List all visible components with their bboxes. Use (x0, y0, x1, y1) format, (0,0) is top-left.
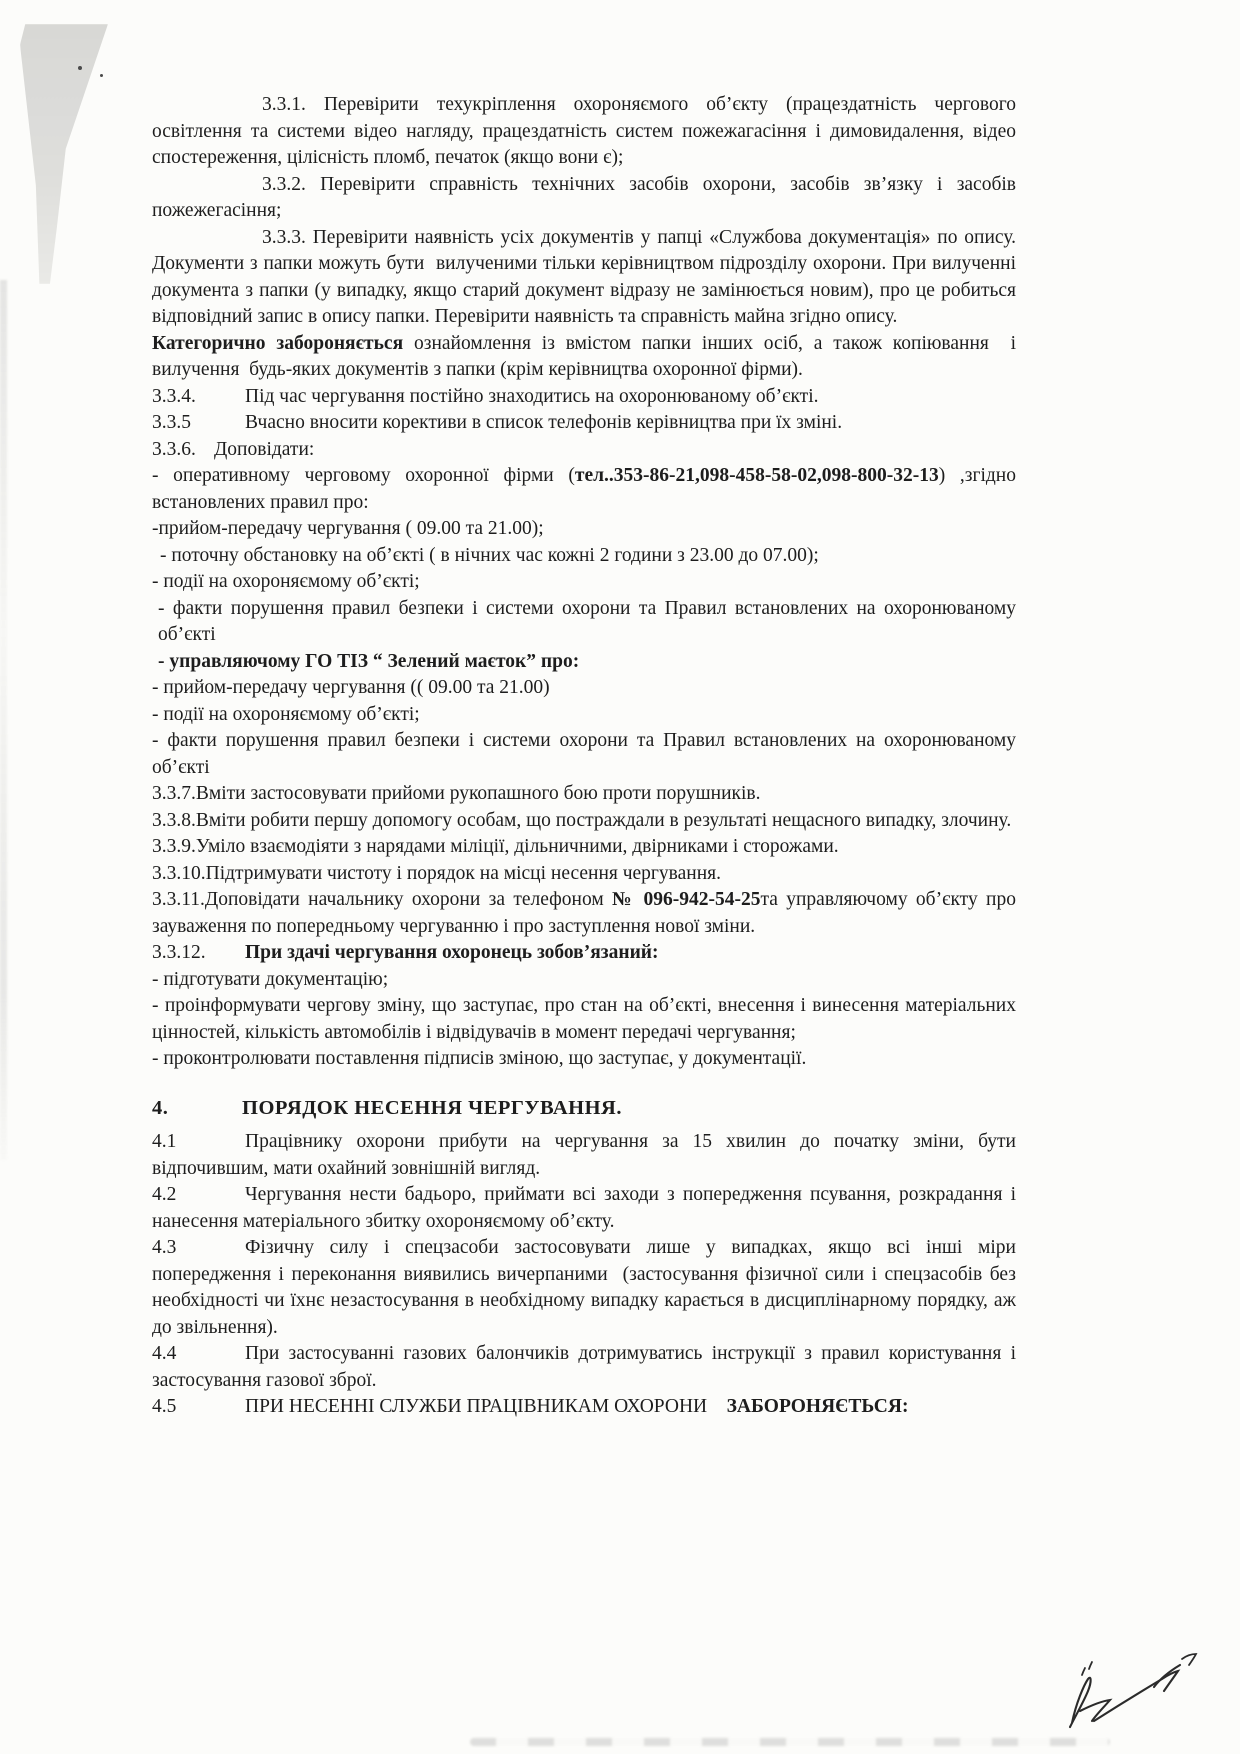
text-segment: 3.3.10.Підтримувати чистоту і порядок на місці несення чергування. (152, 862, 722, 884)
text-segment: - прийом-передачу чергування (( 09.00 та 21.00) (152, 677, 550, 698)
text-segment: При здачі чергування охоронець зобов’язаний: (245, 942, 659, 963)
para-violations-2 (152, 728, 1016, 781)
para-4-2 (152, 1182, 1016, 1235)
text-segment: При застосуванні газових балончиків дотримуватись інструкції з правил користування і застосування газової зброї. (152, 1343, 1016, 1391)
paragraph-number: 4.5 (152, 1396, 177, 1417)
text-segment: тел..353-86-21,098-458-58-02,098-800-32-13 (574, 465, 939, 486)
text-segment: Фізичну силу і спецзасоби застосовувати лише у випадках, якщо всі інші міри попередження і переконання виявились вичерпаними (застосування фізичної сили і спецзасобів без необхідності чи їхнє незастосування в необхідному випадку карається в дисциплінарному порядку, аж до звільнення). (152, 1237, 1016, 1338)
text-segment: -прийом-передачу чергування ( 09.00 та 21.00); (152, 518, 544, 539)
text-segment: - події на охороняємому об’єкті; (152, 571, 420, 592)
para-handover-times-2 (152, 675, 1016, 702)
text-segment: 3.3.3. Перевірити наявність усіх документів у папці «Службова документація» по опису. Документи з папки можуть бути вилученими тільки керівництвом підрозділу охорони. При вилученні документа з папки (у випадку, якщо старий документ відразу не замінюється новим), про це робиться відповідний запис в опису папки. Перевірити наявність та справність майна згідно опису. (152, 226, 1016, 327)
text-segment: Вчасно вносити корективи в список телефонів керівництва при їх зміні. (245, 412, 843, 433)
text-segment: Працівнику охорони прибути на чергування за 15 хвилин до початку зміни, бути відпочившим, мати охайний зовнішній вигляд. (152, 1131, 1016, 1179)
text-segment: - управляючому ГО ТІЗ “ Зелений маєток” про: (158, 650, 580, 672)
document-body (152, 92, 1016, 1421)
text-segment: Чергування нести бадьоро, приймати всі заходи з попередження псування, розкрадання і нанесення матеріального збитку охороняємому об’єкту. (152, 1184, 1016, 1232)
para-3-3-6 (152, 437, 1016, 464)
paragraph-number: 4.4 (152, 1343, 177, 1364)
para-3-3-5 (152, 410, 1016, 437)
paragraph-number: 4.1 (152, 1131, 177, 1152)
text-segment: - проінформувати чергову зміну, що заступає, про стан на об’єкті, внесення і винесення матеріальних цінностей, кількість автомобілів і відвідувачів в момент передачі чергування; (152, 995, 1016, 1043)
scan-artifact-bottom-smear (470, 1738, 1110, 1746)
para-prepare-docs (152, 967, 1016, 994)
text-segment: 3.3.9.Уміло взаємодіяти з нарядами міліції, дільничними, двірниками і сторожами. (152, 836, 839, 857)
section-4-heading (152, 1095, 1016, 1122)
para-3-3-1 (152, 92, 1016, 172)
text-segment: - події на охороняємому об’єкті; (152, 703, 420, 725)
para-inform-shift (152, 993, 1016, 1046)
para-3-3-9 (152, 834, 1016, 861)
text-segment: № 096-942-54-25 (612, 889, 761, 910)
scan-speck (78, 66, 82, 70)
text-segment: 3.3.7.Вміти застосовувати прийоми рукопашного бою проти порушників. (152, 783, 761, 804)
handwritten-signature (1058, 1645, 1208, 1740)
para-3-3-3 (152, 225, 1016, 331)
paragraph-number: 3.3.12. (152, 942, 206, 963)
paragraph-number: 4. (152, 1096, 169, 1119)
text-segment: - проконтролювати поставлення підписів зміною, що заступає, у документації. (152, 1048, 807, 1069)
text-segment: ) ,згідно встановлених правил про: (152, 465, 1016, 513)
scan-speck (100, 74, 103, 77)
para-3-3-8 (152, 808, 1016, 835)
text-segment: - факти порушення правил безпеки і системи охорони та Правил встановлених на охоронюваному об’єкті (152, 730, 1016, 778)
text-segment: ознайомлення із вмістом папки інших осіб, а також копіювання і вилучення будь-яких документів з папки (крім керівництва охоронної фірми). (152, 332, 1016, 380)
para-events-2 (152, 702, 1016, 729)
text-segment: - підготувати документацію; (152, 968, 389, 990)
text-segment: ПРИ НЕСЕННІ СЛУЖБИ ПРАЦІВНИКАМ ОХОРОНИ (245, 1396, 708, 1417)
para-3-3-7 (152, 781, 1016, 808)
scan-artifact-corner-smudge (20, 24, 108, 284)
text-segment: 3.3.11.Доповідати начальнику охорони за телефоном (152, 889, 613, 910)
scan-artifact-left-edge (0, 280, 7, 1160)
para-3-3-12 (152, 940, 1016, 967)
para-duty-officer (152, 463, 1016, 516)
para-current-situation (152, 543, 1016, 570)
text-segment: - факти порушення правил безпеки і системи охорони та Правил встановлених на охоронюваному об’єкті (158, 597, 1016, 645)
paragraph-number: 3.3.4. (152, 385, 196, 407)
text-segment: Категорично забороняється (152, 332, 404, 354)
para-4-3 (152, 1235, 1016, 1341)
text-segment: 3.3.8.Вміти робити першу допомогу особам, що постраждали в результаті нещасного випадку, злочину. (152, 809, 1012, 831)
text-segment: - поточну обстановку на об’єкті ( в нічних час кожні 2 години з 23.00 до 07.00); (160, 544, 819, 566)
para-3-3-11 (152, 887, 1016, 940)
para-control-signatures (152, 1046, 1016, 1073)
paragraph-number: 3.3.5 (152, 412, 191, 433)
text-segment: 3.3.2. Перевірити справність технічних засобів охорони, засобів зв’язку і засобів пожежегасіння; (152, 173, 1016, 221)
para-prohibition (152, 331, 1016, 384)
text-segment: та управляючому об’єкту про зауваження по попередньому чергуванню і про заступлення нової зміни. (152, 889, 1016, 937)
text-segment: Доповідати: (214, 438, 315, 460)
para-handover-times-1 (152, 516, 1016, 543)
para-violations-1 (152, 596, 1016, 649)
text-segment: - оперативному черговому охоронної фірми ( (152, 465, 575, 486)
para-3-3-2 (152, 172, 1016, 225)
paragraph-number: 4.2 (152, 1184, 177, 1205)
text-segment: 3.3.1. Перевірити техукріплення охороняємого об’єкту (працездатність чергового освітлення та системи відео нагляду, працездатність систем пожежагасіння і димовидалення, відео спостереження, цілісність пломб, печаток (якщо вони є); (152, 94, 1016, 168)
para-manager (152, 649, 1016, 676)
para-4-1 (152, 1129, 1016, 1182)
para-4-4 (152, 1341, 1016, 1394)
para-3-3-4 (152, 384, 1016, 411)
paragraph-number: 4.3 (152, 1237, 177, 1258)
text-segment: ЗАБОРОНЯЄТЬСЯ: (707, 1396, 909, 1417)
paragraph-number: 3.3.6. (152, 438, 196, 460)
text-segment: ПОРЯДОК НЕСЕННЯ ЧЕРГУВАННЯ. (242, 1096, 622, 1119)
para-3-3-10 (152, 861, 1016, 888)
para-4-5 (152, 1394, 1016, 1421)
para-events-1 (152, 569, 1016, 596)
text-segment: Під час чергування постійно знаходитись на охоронюваному об’єкті. (245, 385, 819, 407)
